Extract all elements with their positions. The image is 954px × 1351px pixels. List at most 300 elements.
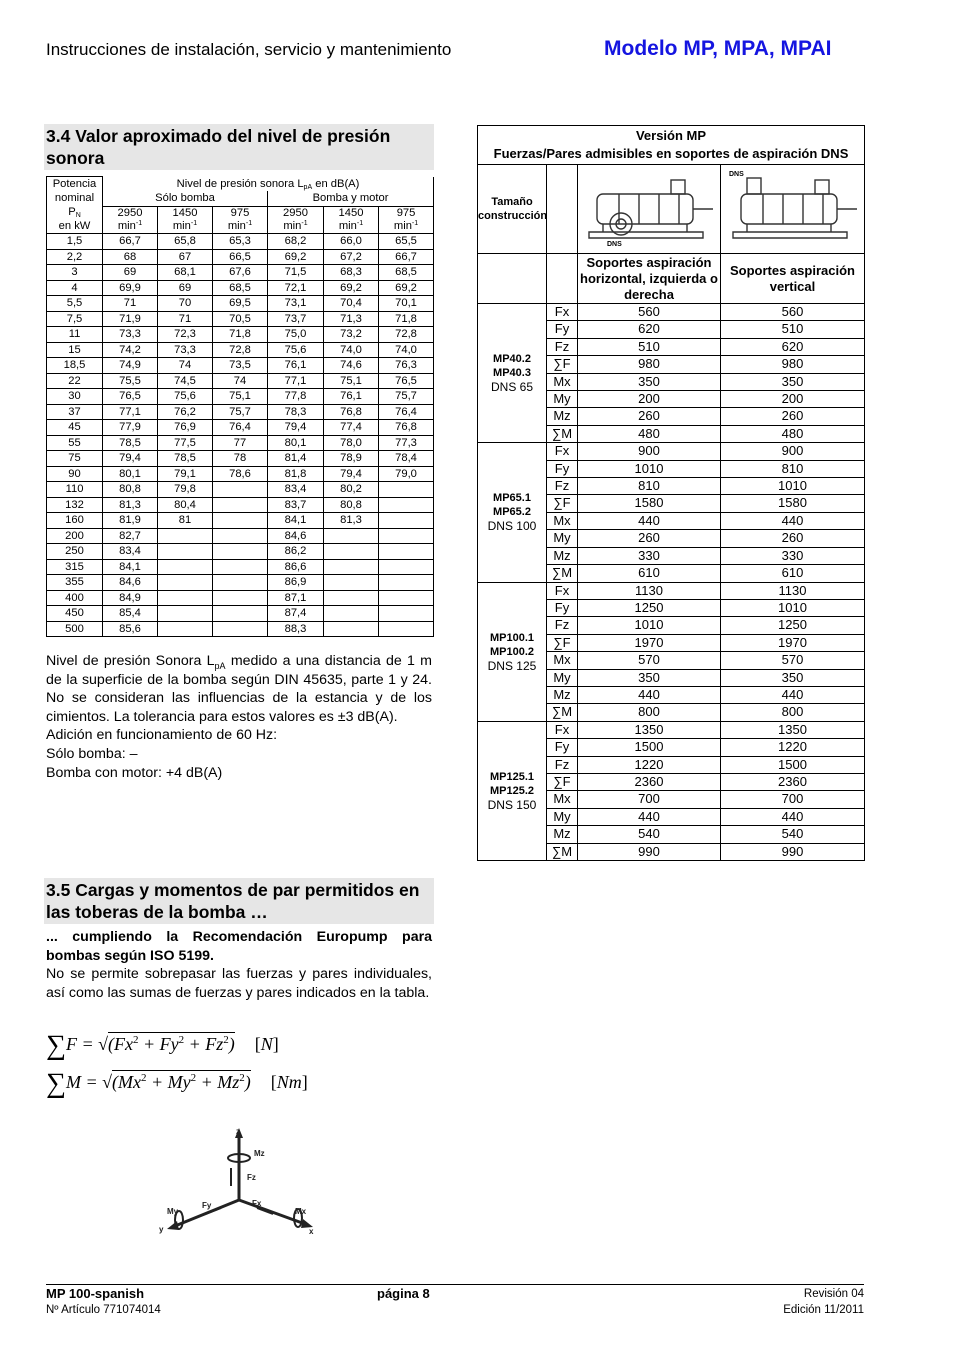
load-value-cell: 1220	[578, 756, 721, 773]
noise-cell: 67,2	[324, 249, 379, 265]
quantity-cell: ∑M	[547, 425, 578, 442]
speed-header: 975 $\min^{-1}$	[213, 206, 268, 233]
power-cell: 3	[47, 265, 103, 281]
load-value-cell: 700	[721, 791, 865, 808]
noise-cell: 71,8	[379, 311, 434, 327]
load-value-cell: 2360	[578, 773, 721, 790]
load-value-cell: 810	[578, 478, 721, 495]
noise-cell	[213, 606, 268, 622]
noise-cell	[213, 621, 268, 637]
noise-cell: 74,9	[103, 358, 158, 374]
load-value-cell: 900	[721, 443, 865, 460]
noise-cell: 76,4	[379, 404, 434, 420]
noise-cell: 73,7	[268, 311, 324, 327]
noise-cell	[213, 559, 268, 575]
noise-cell: 81	[158, 513, 213, 529]
noise-cell: 78,0	[324, 435, 379, 451]
noise-cell	[324, 575, 379, 591]
noise-cell: 76,8	[324, 404, 379, 420]
quantity-cell: ∑M	[547, 565, 578, 582]
pump-motor-header: Bomba y motor	[268, 191, 434, 206]
noise-cell: 85,4	[103, 606, 158, 622]
table-row	[47, 234, 434, 250]
noise-cell: 66,5	[213, 249, 268, 265]
table-row	[47, 575, 434, 591]
noise-cell: 70	[158, 296, 213, 312]
load-value-cell: 350	[578, 373, 721, 390]
noise-cell: 79,4	[268, 420, 324, 436]
pump-vertical-image	[721, 165, 865, 254]
noise-cell: 76,5	[379, 373, 434, 389]
quantity-cell: ∑F	[547, 495, 578, 512]
load-value-cell: 440	[578, 512, 721, 529]
loads-description: ... cumpliendo la Recomendación Europump para bombas según ISO 5199. No se permite sobrepasar las fuerzas y pares individuales, así como las sumas de fuerzas y pares indicados en la tabla.	[46, 929, 432, 1001]
load-value-cell: 1500	[578, 739, 721, 756]
noise-cell: 70,1	[379, 296, 434, 312]
power-cell: 250	[47, 544, 103, 560]
noise-cell: 81,3	[324, 513, 379, 529]
load-value-cell: 480	[578, 425, 721, 442]
quantity-cell: ∑F	[547, 634, 578, 651]
noise-cell: 83,4	[268, 482, 324, 498]
noise-cell: 66,7	[103, 234, 158, 250]
horizontal-header: Soportes aspiración horizontal, izquierda o derecha	[578, 254, 721, 304]
load-value-cell: 570	[721, 652, 865, 669]
load-value-cell: 440	[721, 808, 865, 825]
noise-cell: 77	[213, 435, 268, 451]
noise-cell: 80,1	[268, 435, 324, 451]
loads-table	[477, 125, 865, 861]
noise-cell	[158, 559, 213, 575]
axis-mx-label: Mx	[295, 1207, 307, 1216]
load-value-cell: 480	[721, 425, 865, 442]
noise-cell: 80,2	[324, 482, 379, 498]
quantity-cell: ∑F	[547, 773, 578, 790]
quantity-cell: Mx	[547, 512, 578, 529]
quantity-cell: Mz	[547, 826, 578, 843]
noise-cell: 77,4	[324, 420, 379, 436]
load-value-cell: 1010	[578, 460, 721, 477]
table-row	[47, 311, 434, 327]
noise-cell: 72,8	[213, 342, 268, 358]
noise-cell: 75,6	[268, 342, 324, 358]
power-cell: 132	[47, 497, 103, 513]
power-cell: 4	[47, 280, 103, 296]
noise-cell: 79,1	[158, 466, 213, 482]
load-value-cell: 350	[721, 373, 865, 390]
section-3-5-title: 3.5 Cargas y momentos de par permitidos en las toberas de la bomba …	[44, 878, 434, 924]
noise-cell	[324, 559, 379, 575]
noise-cell	[324, 528, 379, 544]
power-cell: 90	[47, 466, 103, 482]
noise-cell: 67	[158, 249, 213, 265]
load-value-cell: 440	[578, 808, 721, 825]
noise-cell: 75,0	[268, 327, 324, 343]
noise-cell: 78,5	[103, 435, 158, 451]
noise-cell: 86,2	[268, 544, 324, 560]
noise-cell: 65,5	[379, 234, 434, 250]
load-value-cell: 610	[721, 565, 865, 582]
svg-text:DNS: DNS	[728, 170, 744, 178]
noise-cell	[379, 606, 434, 622]
noise-cell: 85,6	[103, 621, 158, 637]
quantity-cell: Mx	[547, 791, 578, 808]
load-value-cell: 540	[721, 826, 865, 843]
noise-cell	[158, 544, 213, 560]
table-row	[47, 280, 434, 296]
noise-cell: 81,8	[268, 466, 324, 482]
noise-cell: 81,9	[103, 513, 158, 529]
noise-cell	[379, 482, 434, 498]
noise-cell: 76,4	[213, 420, 268, 436]
power-cell: 18,5	[47, 358, 103, 374]
vertical-header: Soportes aspiración vertical	[721, 254, 865, 304]
noise-cell	[379, 528, 434, 544]
table-row	[47, 404, 434, 420]
load-value-cell: 1970	[578, 634, 721, 651]
noise-cell: 68,1	[158, 265, 213, 281]
noise-cell: 86,9	[268, 575, 324, 591]
noise-cell: 71,5	[268, 265, 324, 281]
load-value-cell: 1220	[721, 739, 865, 756]
formula-force-sum: $\sum F = √(Fx^2 + Fy^2 + Fz^2)$ [N]	[46, 1030, 279, 1061]
quantity-cell: Fy	[547, 321, 578, 338]
power-cell: 45	[47, 420, 103, 436]
power-cell: 400	[47, 590, 103, 606]
size-cell: MP65.1 MP65.2 DNS 100	[478, 443, 547, 582]
axis-z-label: z	[236, 1127, 240, 1136]
noise-cell: 88,3	[268, 621, 324, 637]
quantity-cell: My	[547, 530, 578, 547]
quantity-cell: Fz	[547, 617, 578, 634]
noise-cell: 74,5	[158, 373, 213, 389]
noise-cell	[158, 575, 213, 591]
noise-cell: 70,4	[324, 296, 379, 312]
noise-cell: 71,3	[324, 311, 379, 327]
axis-fy-label: Fy	[202, 1201, 212, 1210]
load-value-cell: 260	[578, 408, 721, 425]
axis-y-label: y	[159, 1225, 164, 1234]
noise-cell: 69,2	[324, 280, 379, 296]
table-row	[47, 513, 434, 529]
load-value-cell: 260	[721, 530, 865, 547]
formula-moment-sum: $\sum M = √(Mx^2 + My^2 + Mz^2)$ [Nm]	[46, 1068, 308, 1099]
load-value-cell: 1250	[721, 617, 865, 634]
power-cell: 200	[47, 528, 103, 544]
power-cell: 450	[47, 606, 103, 622]
noise-cell: 79,8	[158, 482, 213, 498]
noise-cell: 74,6	[324, 358, 379, 374]
pump-horizontal-image	[578, 165, 721, 254]
load-value-cell: 1500	[721, 756, 865, 773]
axis-fz-label: Fz	[247, 1173, 256, 1182]
noise-cell: 75,1	[324, 373, 379, 389]
size-cell: MP100.1 MP100.2 DNS 125	[478, 582, 547, 721]
power-cell: 160	[47, 513, 103, 529]
load-value-cell: 1580	[721, 495, 865, 512]
noise-cell	[379, 575, 434, 591]
speed-header: 1450 $\min^{-1}$	[324, 206, 379, 233]
load-value-cell: 620	[721, 338, 865, 355]
noise-cell: 74,0	[324, 342, 379, 358]
speed-header: 975 $\min^{-1}$	[379, 206, 434, 233]
noise-cell	[324, 621, 379, 637]
noise-cell: 82,7	[103, 528, 158, 544]
load-value-cell: 980	[721, 356, 865, 373]
noise-cell	[379, 513, 434, 529]
noise-cell: 80,1	[103, 466, 158, 482]
noise-cell: 76,8	[379, 420, 434, 436]
axes-diagram	[155, 1122, 325, 1244]
noise-cell: 73,5	[213, 358, 268, 374]
table-row	[478, 582, 865, 599]
noise-cell: 68	[103, 249, 158, 265]
noise-cell: 79,4	[324, 466, 379, 482]
noise-cell: 73,2	[324, 327, 379, 343]
noise-cell: 69	[103, 265, 158, 281]
quantity-cell: My	[547, 669, 578, 686]
noise-group-title: Nivel de presión sonora $L_{pA}$ en dB(A)	[103, 177, 434, 192]
noise-cell: 77,9	[103, 420, 158, 436]
noise-cell: 76,3	[379, 358, 434, 374]
table-row	[47, 296, 434, 312]
load-value-cell: 440	[578, 686, 721, 703]
noise-cell: 78,5	[158, 451, 213, 467]
noise-cell: 71	[103, 296, 158, 312]
speed-header: 2950 $\min^{-1}$	[268, 206, 324, 233]
quantity-cell: Fx	[547, 721, 578, 738]
noise-cell: 65,8	[158, 234, 213, 250]
load-value-cell: 1350	[721, 721, 865, 738]
table-row	[47, 358, 434, 374]
noise-cell	[158, 606, 213, 622]
noise-cell: 72,3	[158, 327, 213, 343]
noise-cell: 75,6	[158, 389, 213, 405]
load-value-cell: 1130	[578, 582, 721, 599]
load-value-cell: 1010	[721, 599, 865, 616]
footer-revision: Revisión 04	[803, 1288, 864, 1300]
noise-cell: 86,6	[268, 559, 324, 575]
table-row	[47, 327, 434, 343]
noise-cell	[324, 544, 379, 560]
quantity-cell: Fy	[547, 460, 578, 477]
footer-article: Nº Artículo 771074014	[46, 1304, 161, 1316]
noise-cell: 73,3	[158, 342, 213, 358]
load-value-cell: 620	[578, 321, 721, 338]
noise-cell: 78	[213, 451, 268, 467]
load-value-cell: 330	[578, 547, 721, 564]
pump-only-header: Sólo bomba	[103, 191, 268, 206]
size-cell: MP125.1 MP125.2 DNS 150	[478, 721, 547, 860]
noise-cell: 87,1	[268, 590, 324, 606]
noise-cell: 83,4	[103, 544, 158, 560]
noise-cell: 69,2	[268, 249, 324, 265]
noise-cell: 73,3	[103, 327, 158, 343]
noise-cell: 76,1	[324, 389, 379, 405]
noise-cell: 77,5	[158, 435, 213, 451]
quantity-cell: ∑M	[547, 843, 578, 860]
load-value-cell: 510	[721, 321, 865, 338]
power-cell: 110	[47, 482, 103, 498]
noise-cell: 72,8	[379, 327, 434, 343]
load-value-cell: 980	[578, 356, 721, 373]
load-value-cell: 800	[578, 704, 721, 721]
load-value-cell: 560	[721, 304, 865, 321]
noise-cell: 67,6	[213, 265, 268, 281]
load-value-cell: 1010	[721, 478, 865, 495]
table-row	[47, 451, 434, 467]
speed-header: 2950 $\min^{-1}$	[103, 206, 158, 233]
noise-cell: 69,9	[103, 280, 158, 296]
noise-cell: 74	[158, 358, 213, 374]
load-value-cell: 200	[721, 391, 865, 408]
power-cell: 75	[47, 451, 103, 467]
power-cell: 7,5	[47, 311, 103, 327]
power-cell: 2,2	[47, 249, 103, 265]
power-cell: 1,5	[47, 234, 103, 250]
power-cell: 355	[47, 575, 103, 591]
noise-cell: 80,8	[103, 482, 158, 498]
noise-cell	[213, 590, 268, 606]
noise-cell: 75,7	[379, 389, 434, 405]
load-value-cell: 810	[721, 460, 865, 477]
noise-cell: 81,4	[268, 451, 324, 467]
power-cell: 500	[47, 621, 103, 637]
noise-cell: 84,1	[268, 513, 324, 529]
power-cell: 11	[47, 327, 103, 343]
noise-cell: 75,7	[213, 404, 268, 420]
table-row	[47, 559, 434, 575]
noise-cell: 83,7	[268, 497, 324, 513]
table-row	[47, 435, 434, 451]
quantity-cell: Mx	[547, 652, 578, 669]
power-cell: 30	[47, 389, 103, 405]
table-row	[47, 265, 434, 281]
load-value-cell: 700	[578, 791, 721, 808]
load-value-cell: 1130	[721, 582, 865, 599]
axis-fx-label: Fx	[252, 1199, 262, 1208]
noise-cell: 87,4	[268, 606, 324, 622]
noise-cell: 71	[158, 311, 213, 327]
noise-cell: 76,1	[268, 358, 324, 374]
load-value-cell: 2360	[721, 773, 865, 790]
quantity-cell: Mz	[547, 686, 578, 703]
noise-cell: 76,2	[158, 404, 213, 420]
load-value-cell: 200	[578, 391, 721, 408]
svg-text:DNS: DNS	[607, 240, 622, 248]
noise-cell: 76,5	[103, 389, 158, 405]
footer-edition: Edición 11/2011	[783, 1304, 864, 1316]
section-3-4-title: 3.4 Valor aproximado del nivel de presión sonora	[44, 124, 434, 170]
table-row	[47, 389, 434, 405]
noise-cell	[213, 528, 268, 544]
noise-cell: 68,2	[268, 234, 324, 250]
noise-cell	[158, 621, 213, 637]
noise-cell	[379, 590, 434, 606]
noise-cell: 78,3	[268, 404, 324, 420]
speed-header: 1450 $\min^{-1}$	[158, 206, 213, 233]
table-row	[47, 420, 434, 436]
size-cell: MP40.2 MP40.3 DNS 65	[478, 304, 547, 443]
footer-divider	[46, 1284, 864, 1285]
quantity-cell: Fx	[547, 582, 578, 599]
quantity-cell: ∑M	[547, 704, 578, 721]
load-value-cell: 570	[578, 652, 721, 669]
noise-cell	[379, 621, 434, 637]
load-value-cell: 1010	[578, 617, 721, 634]
noise-cell: 77,1	[103, 404, 158, 420]
loads-title: Versión MP Fuerzas/Pares admisibles en soportes de aspiración DNS	[478, 126, 865, 165]
noise-cell: 70,5	[213, 311, 268, 327]
power-header: Potencia nominal $P_N$ en kW	[47, 177, 103, 234]
load-value-cell: 540	[578, 826, 721, 843]
noise-cell: 81,3	[103, 497, 158, 513]
axis-mz-label: Mz	[254, 1149, 265, 1158]
header-model: Modelo MP, MPA, MPAI	[604, 37, 832, 60]
noise-cell: 68,3	[324, 265, 379, 281]
noise-cell: 79,0	[379, 466, 434, 482]
quantity-cell: Fz	[547, 338, 578, 355]
load-value-cell: 1250	[578, 599, 721, 616]
noise-cell: 69,2	[379, 280, 434, 296]
noise-cell: 77,3	[379, 435, 434, 451]
noise-cell: 75,1	[213, 389, 268, 405]
table-row	[478, 443, 865, 460]
noise-level-table	[46, 176, 434, 637]
quantity-cell: Fz	[547, 478, 578, 495]
noise-cell: 80,4	[158, 497, 213, 513]
load-value-cell: 560	[578, 304, 721, 321]
load-value-cell: 610	[578, 565, 721, 582]
noise-cell: 65,3	[213, 234, 268, 250]
noise-cell: 68,5	[379, 265, 434, 281]
table-row	[47, 544, 434, 560]
noise-cell: 66,7	[379, 249, 434, 265]
table-row	[47, 606, 434, 622]
noise-cell: 76,9	[158, 420, 213, 436]
noise-cell	[379, 559, 434, 575]
load-value-cell: 1350	[578, 721, 721, 738]
load-value-cell: 350	[578, 669, 721, 686]
noise-cell: 84,6	[103, 575, 158, 591]
table-row	[47, 497, 434, 513]
quantity-cell: Fz	[547, 756, 578, 773]
noise-cell	[213, 513, 268, 529]
header-left: Instrucciones de instalación, servicio y mantenimiento	[46, 40, 452, 59]
noise-cell: 78,6	[213, 466, 268, 482]
quantity-cell: My	[547, 808, 578, 825]
power-cell: 15	[47, 342, 103, 358]
quantity-cell: Mz	[547, 408, 578, 425]
noise-cell: 74,2	[103, 342, 158, 358]
noise-cell: 71,9	[103, 311, 158, 327]
load-value-cell: 330	[721, 547, 865, 564]
noise-cell: 74,0	[379, 342, 434, 358]
noise-cell: 80,8	[324, 497, 379, 513]
load-value-cell: 990	[578, 843, 721, 860]
quantity-cell: Fy	[547, 739, 578, 756]
noise-cell	[158, 590, 213, 606]
table-row	[47, 482, 434, 498]
table-row	[47, 590, 434, 606]
noise-cell: 84,1	[103, 559, 158, 575]
noise-cell	[324, 606, 379, 622]
noise-cell: 77,1	[268, 373, 324, 389]
load-value-cell: 900	[578, 443, 721, 460]
power-cell: 37	[47, 404, 103, 420]
noise-cell: 69,5	[213, 296, 268, 312]
noise-cell: 71,8	[213, 327, 268, 343]
